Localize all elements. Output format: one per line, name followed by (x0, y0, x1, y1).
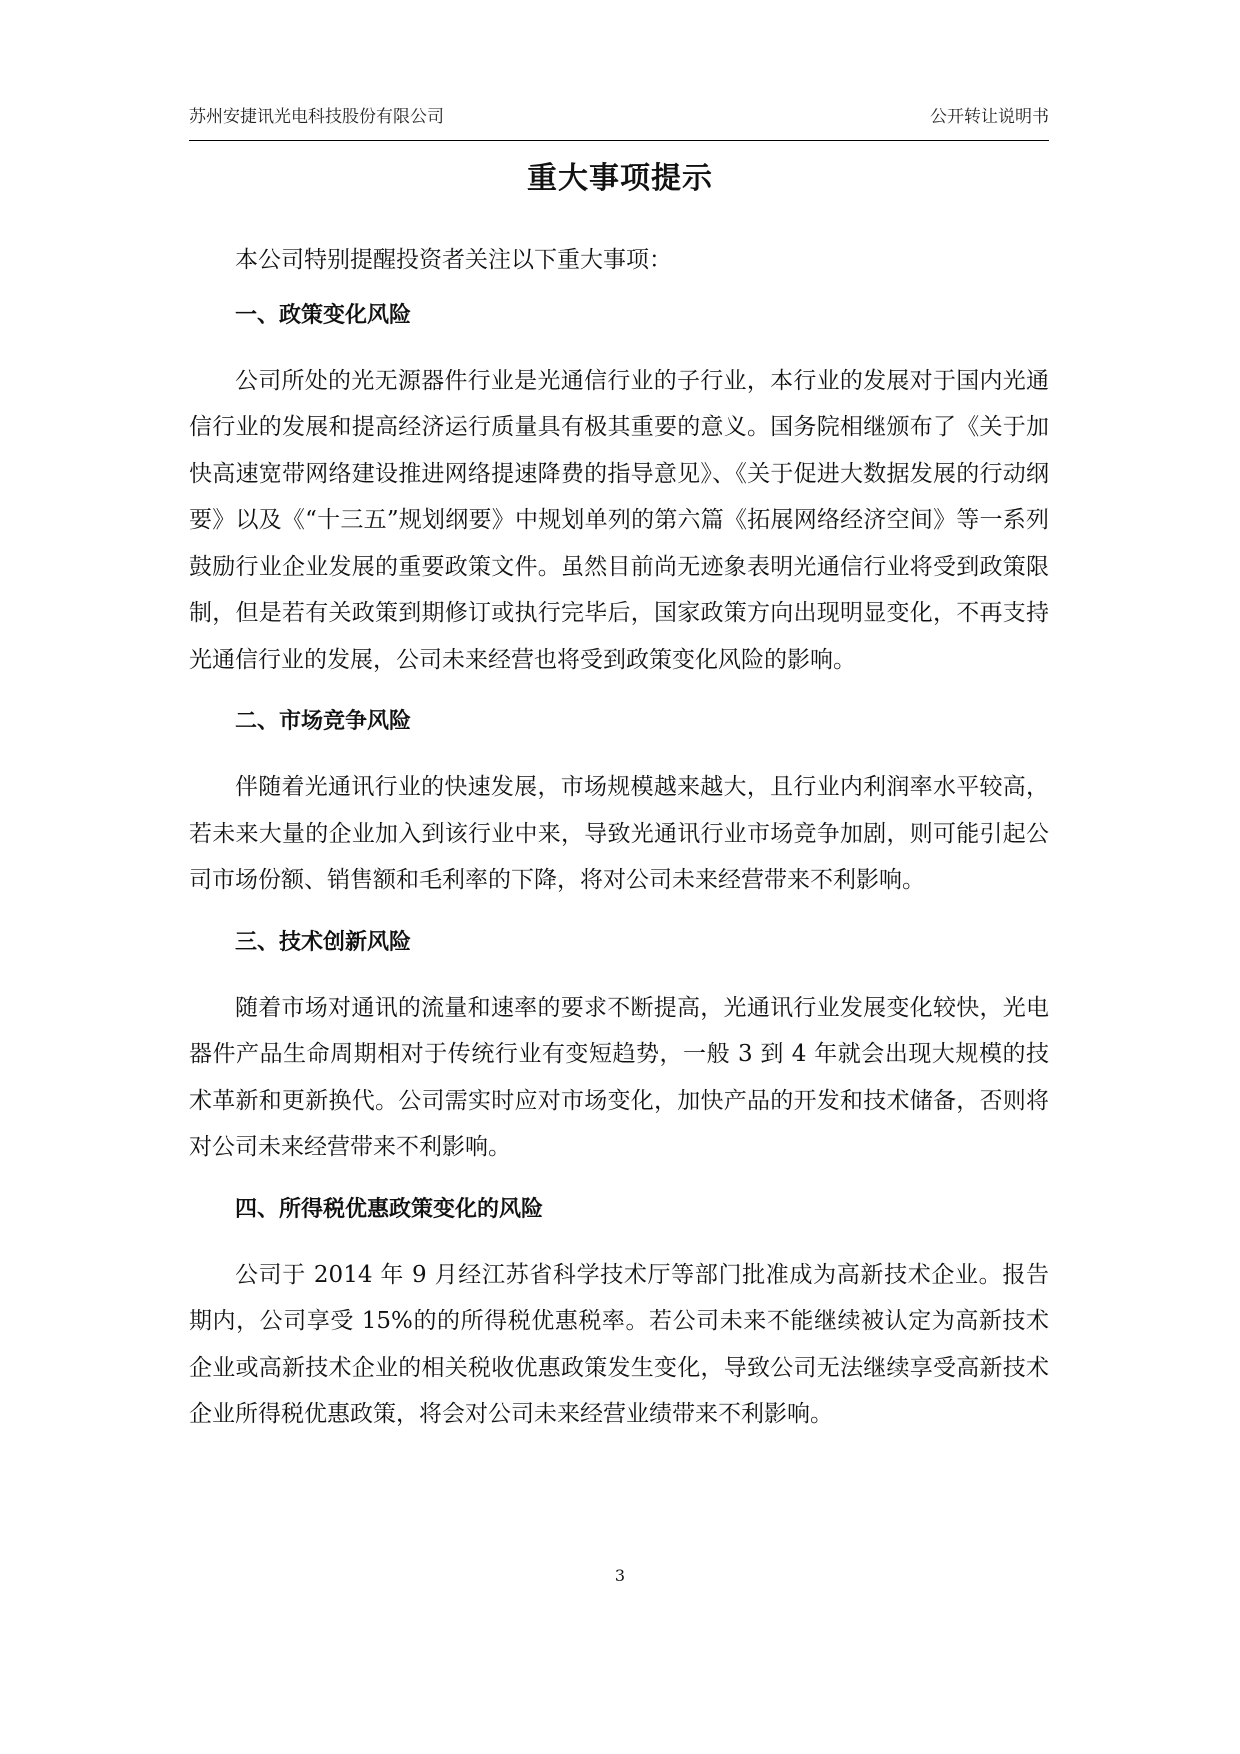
section-text-income-tax-policy-risk: 公司于 2014 年 9 月经江苏省科学技术厅等部门批准成为高新技术企业。报告期内，公司享受 15%的的所得税优惠税率。若公司未来不能继续被认定为高新技术企业或高新技术企业的相关税收优惠政策发生变化，导致公司无法继续享受高新技术企业所得税优惠政策，将会对公司未来经营业绩带来不利影响。 (189, 1261, 1049, 1427)
page-number: 3 (614, 1566, 626, 1585)
header-document-type: 公开转让说明书 (930, 107, 1049, 127)
section-text-policy-risk: 公司所处的光无源器件行业是光通信行业的子行业，本行业的发展对于国内光通信行业的发展和提高经济运行质量具有极其重要的意义。国务院相继颁布了《关于加快高速宽带网络建设推进网络提速降费的指导意见》、《关于促进大数据发展的行动纲要》以及《“十三五”规划纲要》中规划单列的第六篇《拓展网络经济空间》等一系列鼓励行业企业发展的重要政策文件。虽然目前尚无迹象表明光通信行业将受到政策限制，但是若有关政策到期修订或执行完毕后，国家政策方向出现明显变化，不再支持光通信行业的发展，公司未来经营也将受到政策变化风险的影响。 (189, 367, 1049, 673)
section-heading-policy-risk: 一、政策变化风险 (235, 302, 412, 328)
page-header (189, 96, 1049, 141)
page-title: 重大事项提示 (527, 161, 713, 196)
header-company-name: 苏州安捷讯光电科技股份有限公司 (189, 107, 444, 127)
section-text-market-competition-risk: 伴随着光通讯行业的快速发展，市场规模越来越大，且行业内利润率水平较高，若未来大量的企业加入到该行业中来，导致光通讯行业市场竞争加剧，则可能引起公司市场份额、销售额和毛利率的下降，将对公司未来经营带来不利影响。 (189, 774, 1049, 893)
intro-paragraph: 本公司特别提醒投资者关注以下重大事项： (235, 247, 672, 273)
document-body (189, 237, 1049, 1438)
section-heading-technology-innovation-risk: 三、技术创新风险 (235, 929, 412, 955)
section-heading-market-competition-risk: 二、市场竞争风险 (235, 709, 412, 734)
section-text-technology-innovation-risk: 随着市场对通讯的流量和速率的要求不断提高，光通讯行业发展变化较快，光电器件产品生命周期相对于传统行业有变短趋势，一般 3 到 4 年就会出现大规模的技术革新和更新换代。公司需实时应对市场变化，加快产品的开发和技术储备，否则将对公司未来经营带来不利影响。 (189, 994, 1049, 1160)
section-heading-income-tax-policy-risk: 四、所得税优惠政策变化的风险 (235, 1196, 544, 1222)
